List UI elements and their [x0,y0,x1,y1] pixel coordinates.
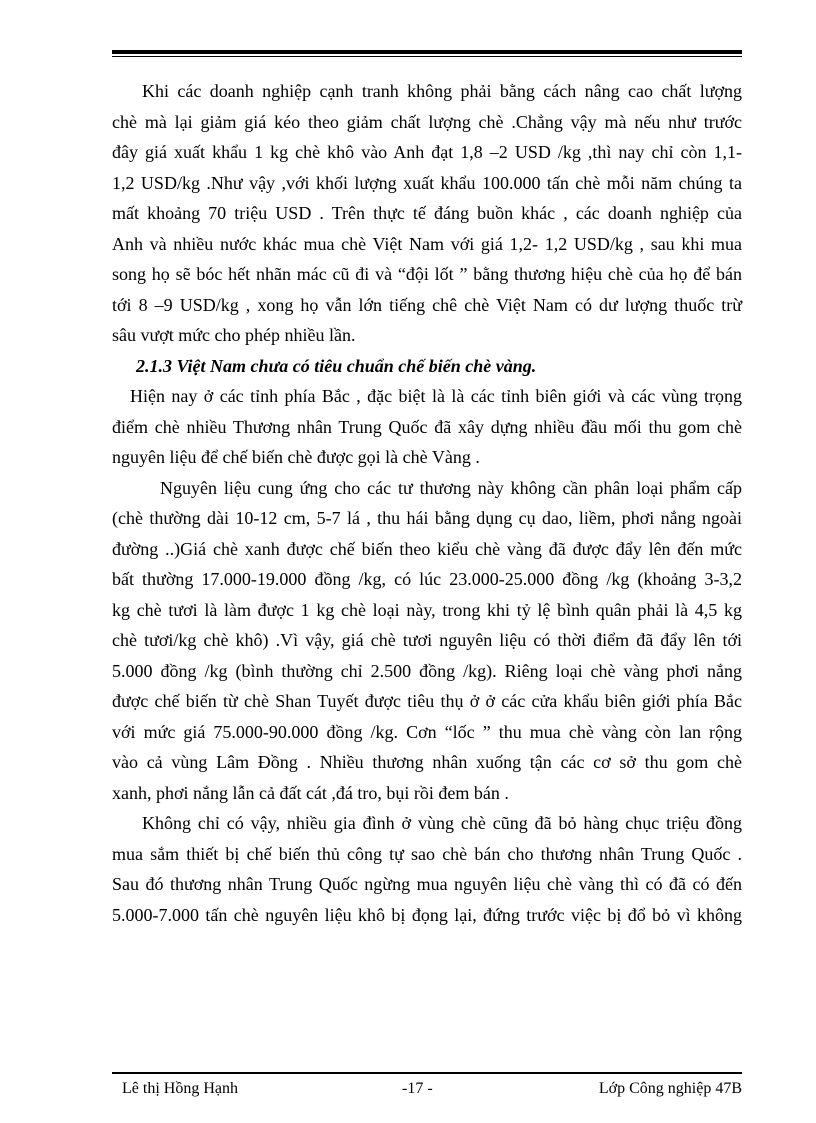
footer-page-number: -17 - [402,1080,433,1097]
text-line: Anh và nhiều nước khác mua chè Việt Nam với giá 1,2- 1,2 USD/kg , sau khi mua [112,233,742,254]
paragraph-4 [112,808,742,930]
text-line: chè mà lại giảm giá kéo theo giảm chất lượng chè .Chẳng vậy mà nếu như trước [112,111,742,132]
footer-class: Lớp Công nghiệp 47B [598,1080,742,1097]
section-heading: 2.1.3 Việt Nam chưa có tiêu chuẩn chế biến chè vàng. [136,355,537,376]
text-line: xanh, phơi nắng lẫn cả đất cát ,đá tro, bụi rồi đem bán . [112,782,509,803]
text-line: 1,2 USD/kg .Như vậy ,với khối lượng xuất khẩu 100.000 tấn chè mỗi năm chúng ta [112,172,742,193]
text-line: chè tươi/kg chè khô) .Vì vậy, giá chè tươi nguyên liệu có thời điểm đã đẩy lên tới [112,630,742,650]
paragraph-3 [112,473,742,809]
text-line: Khi các doanh nghiệp cạnh tranh không phải bằng cách nâng cao chất lượng [142,81,742,101]
text-line: điểm chè nhiều Thương nhân Trung Quốc đã xây dựng nhiều đầu mối thu gom chè [112,416,742,437]
text-line: (chè thường dài 10-12 cm, 5-7 lá , thu hái bằng dụng cụ dao, liềm, phơi nắng ngoài [112,508,742,528]
footer-rule [112,1072,742,1074]
paragraph-2 [112,381,742,473]
text-line: tới 8 –9 USD/kg , xong họ vẫn lớn tiếng chê chè Việt Nam có dư lượng thuốc trừ [112,294,742,315]
text-line: sâu vượt mức cho phép nhiều lần. [112,325,356,345]
text-line: bất thường 17.000-19.000 đồng /kg, có lúc 23.000-25.000 đồng /kg (khoảng 3-3,2 [112,569,742,589]
text-line: nguyên liệu để chế biến chè được gọi là chè Vàng . [112,447,480,467]
text-line: vào cả vùng Lâm Đồng . Nhiều thương nhân xuống tận các cơ sở thu gom chè [112,752,742,772]
text-line: đây giá xuất khẩu 1 kg chè khô vào Anh đạt 1,8 –2 USD /kg ,thì nay chỉ còn 1,1- [112,142,742,162]
text-line: với mức giá 75.000-90.000 đồng /kg. Cơn “lốc ” thu mua chè vàng còn lan rộng [112,721,742,742]
text-line: Không chỉ có vậy, nhiều gia đình ở vùng chè cũng đã bỏ hàng chục triệu đồng [142,813,742,833]
text-line: 5.000-7.000 tấn chè nguyên liệu khô bị đọng lại, đứng trước việc bị đổ bỏ vì không [112,904,742,925]
text-line: đường ..)Giá chè xanh được chế biến theo kiểu chè vàng đã được đẩy lên đến mức [112,538,742,559]
footer-author: Lê thị Hồng Hạnh [122,1080,238,1097]
header-rule-thin [112,56,742,57]
page-body [112,76,742,930]
page-footer [112,1080,742,1104]
text-line: Sau đó thương nhân Trung Quốc ngừng mua nguyên liệu chè vàng thì có đã có đến [112,874,742,894]
text-line: kg chè tươi là làm được 1 kg chè loại này, trong khi tỷ lệ bình quân phải là 4,5 kg [112,599,742,620]
text-line: mua sắm thiết bị chế biến thủ công tự sao chè bán cho thương nhân Trung Quốc . [112,843,742,864]
text-line: được chế biến từ chè Shan Tuyết được tiêu thụ ở ở các cửa khẩu biên giới phía Bắc [112,691,742,711]
text-line: Hiện nay ở các tỉnh phía Bắc , đặc biệt là là các tỉnh biên giới và các vùng trọng [130,386,742,406]
text-line: Nguyên liệu cung ứng cho các tư thương này không cần phân loại phẩm cấp [160,477,742,498]
text-line: 5.000 đồng /kg (bình thường chỉ 2.500 đồng /kg). Riêng loại chè vàng phơi nắng [112,660,742,681]
header-rule-thick [112,50,742,54]
text-line: song họ sẽ bóc hết nhãn mác cũ đi và “đội lốt ” bằng thương hiệu chè của họ để bán [112,264,742,284]
text-line: mất khoảng 70 triệu USD . Trên thực tế đáng buồn khác , các doanh nghiệp của [112,203,742,223]
paragraph-1 [112,76,742,351]
